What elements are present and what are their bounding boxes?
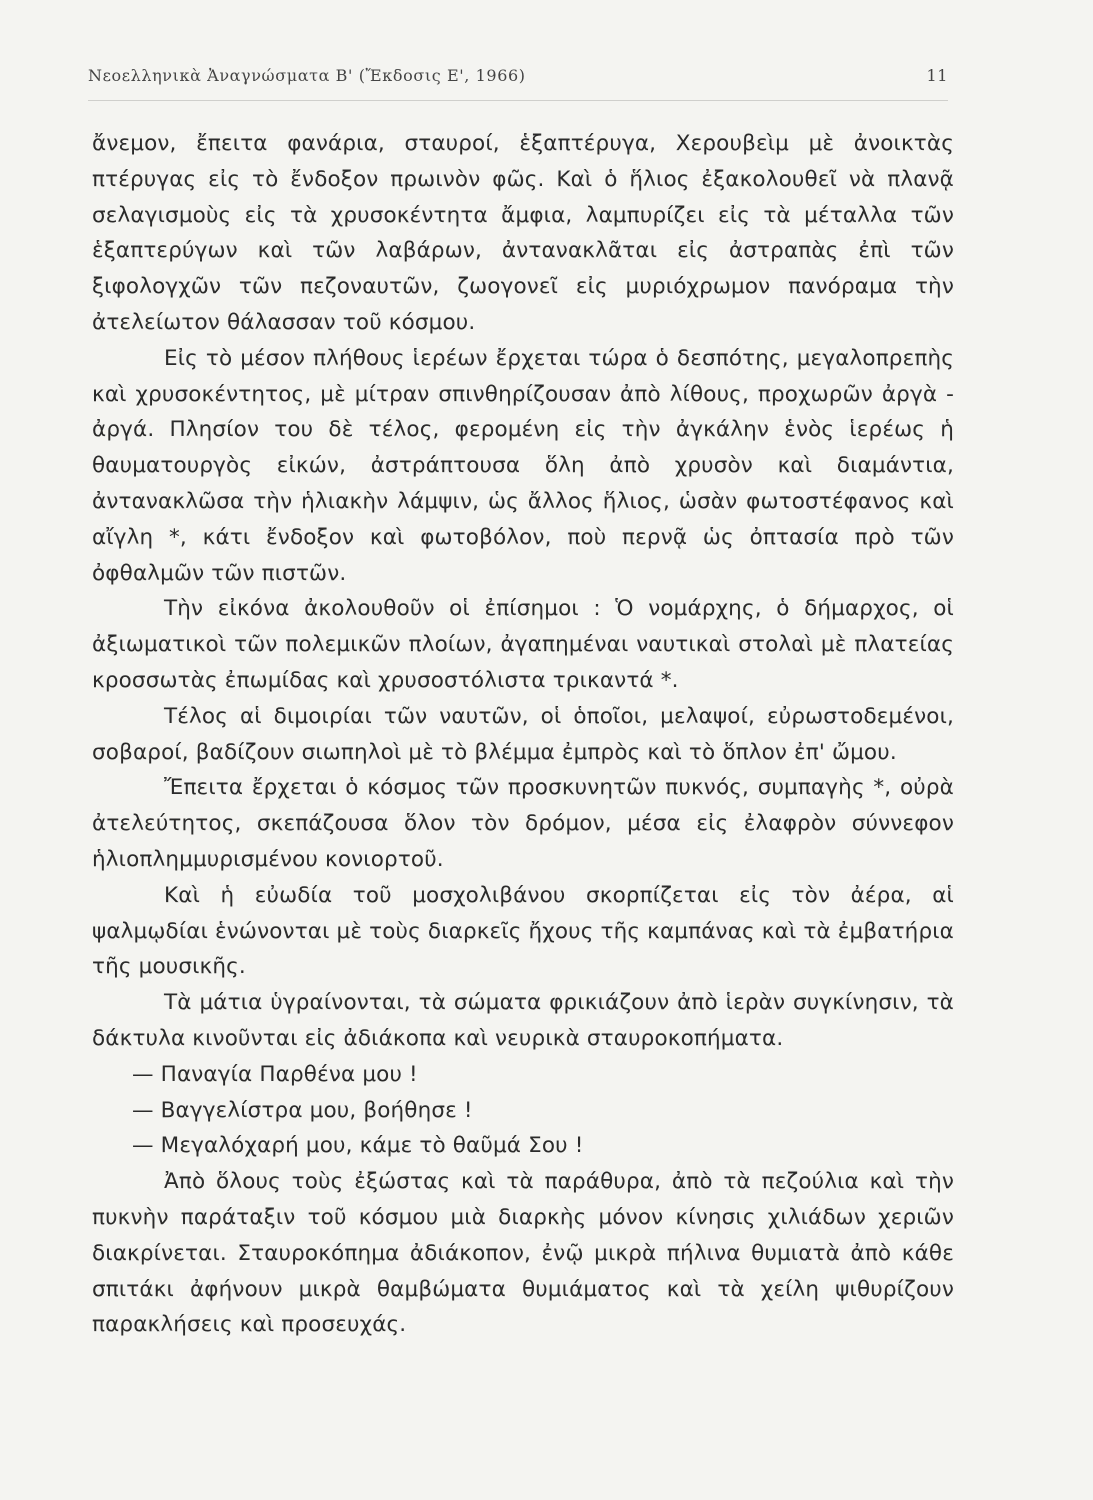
header-rule — [88, 100, 948, 101]
running-title: Νεοελληνικὰ Ἀναγνώσματα Β' (Ἔκδοσις Ε', 1966) — [88, 66, 526, 85]
paragraph: Ἔπειτα ἔρχεται ὁ κόσμος τῶν προσκυνητῶν πυκνός, συμπαγὴς *, οὐρὰ ἀτελεύτητος, σκεπάζουσα ὅλον τὸν δρόμον, μέσα εἰς ἐλαφρὸν σύννεφον ἡλιοπλημμυρισμένου κονιορτοῦ. — [92, 775, 954, 872]
paragraph: ἄνεμον, ἔπειτα φανάρια, σταυροί, ἑξαπτέρυγα, Χερουβεὶμ μὲ ἀνοικτὰς πτέρυγας εἰς τὸ ἔνδοξον πρωινὸν φῶς. Καὶ ὁ ἥλιος ἐξακολουθεῖ νὰ πλανᾷ σελαγισμοὺς εἰς τὰ χρυσοκέντητα ἄμφια, λαμπυρίζει εἰς τὰ μέταλλα τῶν ἑξαπτερύγων καὶ τῶν λαβάρων, ἀντανακλᾶται εἰς ἀστραπὰς ἐπὶ τῶν ξιφολογχῶν τῶν πεζοναυτῶν, ζωογονεῖ εἰς μυριόχρωμον πανόραμα τὴν ἀτελείωτον θάλασσαν τοῦ κόσμου. — [92, 131, 954, 335]
dialogue-line: — Μεγαλόχαρή μου, κάμε τὸ θαῦμά Σου ! — [132, 1133, 584, 1159]
paragraph: Εἰς τὸ μέσον πλήθους ἱερέων ἔρχεται τώρα ὁ δεσπότης, μεγαλοπρεπὴς καὶ χρυσοκέντητος, μὲ μίτραν σπινθηρίζουσαν ἀπὸ λίθους, προχωρῶν ἀργὰ - ἀργά. Πλησίον του δὲ τέλος, φερομένη εἰς τὴν ἀγκάλην ἑνὸς ἱερέως ἡ θαυματουργὸς εἰκών, ἀστράπτουσα ὅλη ἀπὸ χρυσὸν καὶ διαμάντια, ἀντανακλῶσα τὴν ἡλιακὴν λάμψιν, ὡς ἄλλος ἥλιος, ὡσὰν φωτοστέφανος καὶ αἴγλη *, κάτι ἔνδοξον καὶ φωτοβόλον, ποὺ περνᾷ ὡς ὀπτασία πρὸ τῶν ὀφθαλμῶν τῶν πιστῶν. — [92, 345, 954, 586]
body-text — [92, 126, 954, 1343]
paragraph: Καὶ ἡ εὐωδία τοῦ μοσχολιβάνου σκορπίζεται εἰς τὸν ἀέρα, αἱ ψαλμῳδίαι ἑνώνονται μὲ τοὺς διαρκεῖς ἤχους τῆς καμπάνας καὶ τὰ ἐμβατήρια τῆς μουσικῆς. — [92, 882, 954, 980]
dialogue-line: — Παναγία Παρθένα μου ! — [132, 1061, 418, 1087]
dialogue-line: — Βαγγελίστρα μου, βοήθησε ! — [132, 1097, 473, 1123]
running-header — [88, 66, 948, 85]
paragraph: Τέλος αἱ διμοιρίαι τῶν ναυτῶν, οἱ ὁποῖοι, μελαψοί, εὐρωστοδεμένοι, σοβαροί, βαδίζουν σιωπηλοὶ μὲ τὸ βλέμμα ἐμπρὸς καὶ τὸ ὅπλον ἐπ' ὤμου. — [92, 703, 954, 765]
closing-paragraph: Ἀπὸ ὅλους τοὺς ἐξώστας καὶ τὰ παράθυρα, ἀπὸ τὰ πεζούλια καὶ τὴν πυκνὴν παράταξιν τοῦ κόσμου μιὰ διαρκὴς μόνον κίνησις χιλιάδων χεριῶν διακρίνεται. Σταυροκόπημα ἀδιάκοπον, ἐνῷ μικρὰ πήλινα θυμιατὰ ἀπὸ κάθε σπιτάκι ἀφήνουν μικρὰ θαμβώματα θυμιάματος καὶ τὰ χείλη ψιθυρίζουν παρακλήσεις καὶ προσευχάς. — [92, 1169, 954, 1338]
paragraph: Τὰ μάτια ὑγραίνονται, τὰ σώματα φρικιάζουν ἀπὸ ἱερὰν συγκίνησιν, τὰ δάκτυλα κινοῦνται εἰς ἀδιάκοπα καὶ νευρικὰ σταυροκοπήματα. — [92, 990, 954, 1051]
paragraph: Τὴν εἰκόνα ἀκολουθοῦν οἱ ἐπίσημοι : Ὁ νομάρχης, ὁ δήμαρχος, οἱ ἀξιωματικοὶ τῶν πολεμικῶν πλοίων, ἀγαπημέναι ναυτικαὶ στολαὶ μὲ πλατείας κροσσωτὰς ἐπωμίδας καὶ χρυσοστόλιστα τρικαντά *. — [92, 596, 954, 693]
page-number: 11 — [926, 66, 948, 85]
